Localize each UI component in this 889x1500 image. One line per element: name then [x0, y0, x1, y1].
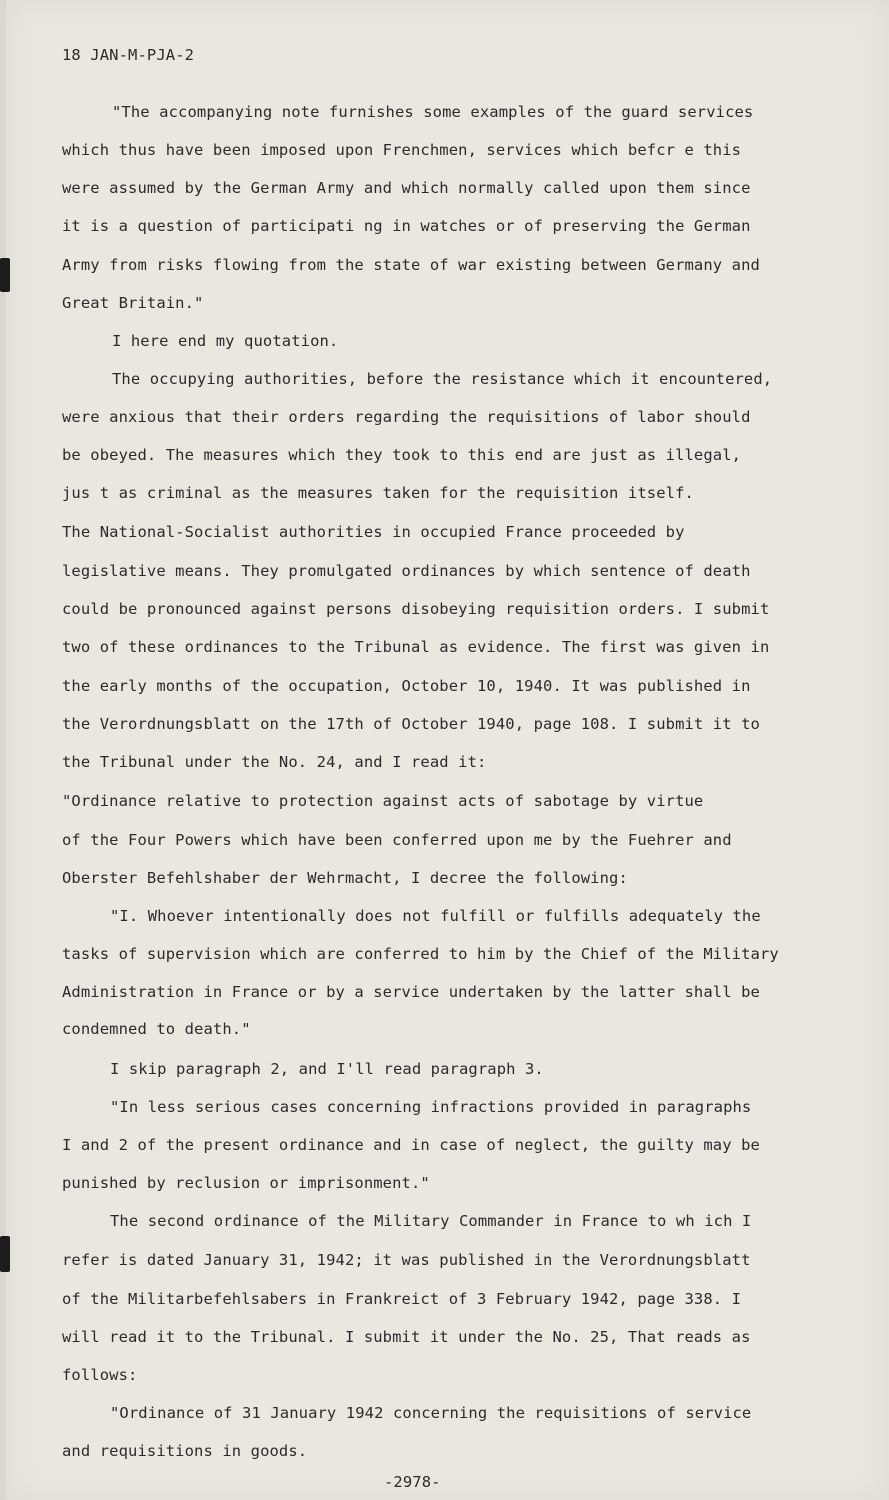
body-line: I and 2 of the present ordinance and in case of neglect, the guilty may be	[62, 1136, 760, 1154]
body-line: Oberster Befehlshaber der Wehrmacht, I decree the following:	[62, 869, 628, 887]
body-line: I here end my quotation.	[112, 332, 339, 350]
body-line: "The accompanying note furnishes some examples of the guard services	[112, 103, 754, 121]
page-header: 18 JAN-M-PJA-2	[62, 46, 195, 64]
body-line: two of these ordinances to the Tribunal as evidence. The first was given in	[62, 638, 770, 656]
body-line: "Ordinance relative to protection against acts of sabotage by virtue	[62, 792, 704, 810]
body-line: will read it to the Tribunal. I submit it under the No. 25, That reads as	[62, 1328, 751, 1346]
body-line: the Tribunal under the No. 24, and I read it:	[62, 753, 487, 771]
body-line: the early months of the occupation, October 10, 1940. It was published in	[62, 677, 751, 695]
body-line: Administration in France or by a service undertaken by the latter shall be	[62, 983, 760, 1001]
body-line: The occupying authorities, before the resistance which it encountered,	[112, 370, 773, 388]
body-line: "Ordinance of 31 January 1942 concerning the requisitions of service	[110, 1404, 752, 1422]
body-line: refer is dated January 31, 1942; it was published in the Verordnungsblatt	[62, 1251, 751, 1269]
body-line: it is a question of participati ng in watches or of preserving the German	[62, 217, 751, 235]
body-line: jus t as criminal as the measures taken for the requisition itself.	[62, 484, 694, 502]
body-line: The second ordinance of the Military Commander in France to wh ich I	[110, 1212, 752, 1230]
body-line: the Verordnungsblatt on the 17th of October 1940, page 108. I submit it to	[62, 715, 760, 733]
body-line: follows:	[62, 1366, 138, 1384]
body-line: be obeyed. The measures which they took to this end are just as illegal,	[62, 446, 742, 464]
body-line: were anxious that their orders regarding the requisitions of labor should	[62, 408, 751, 426]
body-line: condemned to death."	[62, 1020, 251, 1038]
body-line: of the Militarbefehlsabers in Frankreict of 3 February 1942, page 338. I	[62, 1290, 742, 1308]
body-line: of the Four Powers which have been conferred upon me by the Fuehrer and	[62, 831, 732, 849]
body-line: Army from risks flowing from the state of war existing between Germany and	[62, 256, 760, 274]
body-line: could be pronounced against persons disobeying requisition orders. I submit	[62, 600, 770, 618]
body-line: legislative means. They promulgated ordinances by which sentence of death	[62, 562, 751, 580]
body-line: tasks of supervision which are conferred to him by the Chief of the Military	[62, 945, 779, 963]
body-line: I skip paragraph 2, and I'll read paragraph 3.	[110, 1060, 544, 1078]
body-line: "I. Whoever intentionally does not fulfill or fulfills adequately the	[110, 907, 761, 925]
body-line: were assumed by the German Army and which normally called upon them since	[62, 179, 751, 197]
body-line: The National-Socialist authorities in occupied France proceeded by	[62, 523, 685, 541]
body-line: and requisitions in goods.	[62, 1442, 308, 1460]
body-line: which thus have been imposed upon Frenchmen, services which befcr e this	[62, 141, 742, 159]
body-line: Great Britain."	[62, 294, 204, 312]
page-number: -2978-	[384, 1473, 441, 1491]
body-line: "In less serious cases concerning infractions provided in paragraphs	[110, 1098, 752, 1116]
body-line: punished by reclusion or imprisonment."	[62, 1174, 430, 1192]
